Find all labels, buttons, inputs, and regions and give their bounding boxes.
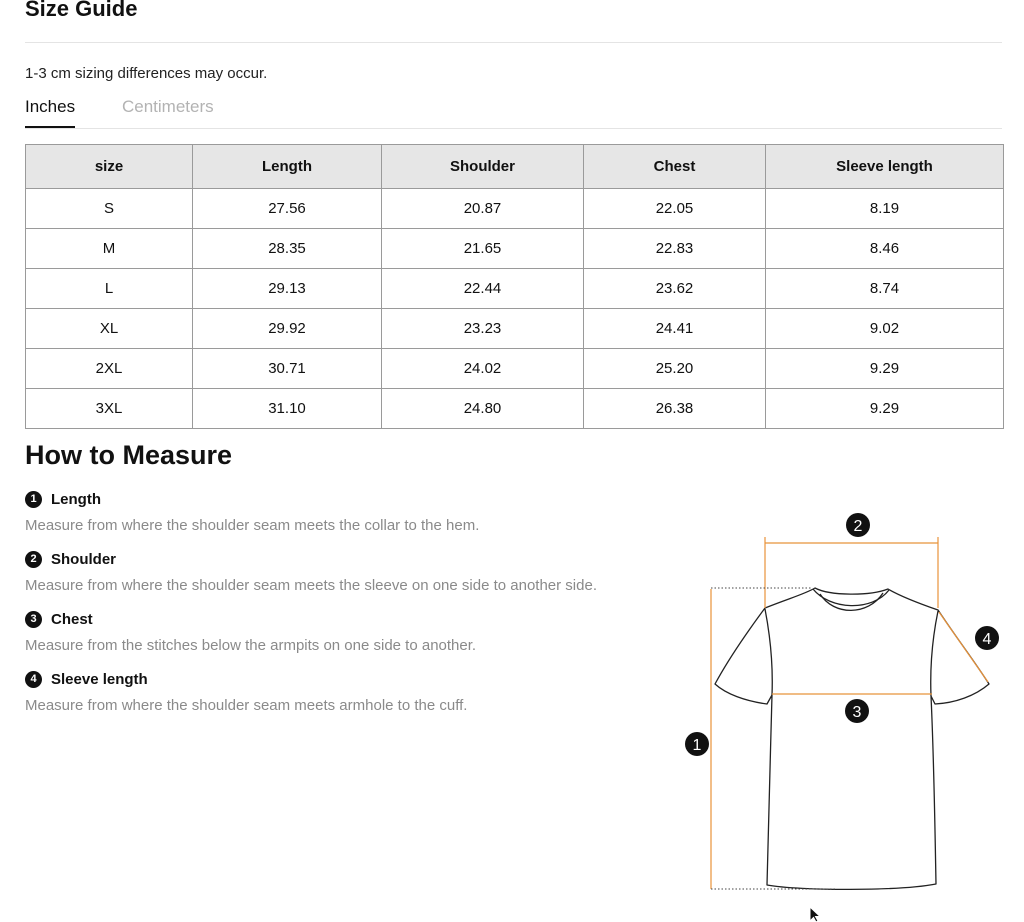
header-sleeve-length: Sleeve length	[766, 145, 1004, 189]
step-number-2: 2	[25, 551, 42, 568]
header-chest: Chest	[584, 145, 766, 189]
step-description: Measure from where the shoulder seam meets the sleeve on one side to another side.	[25, 577, 597, 594]
cell-size: M	[26, 229, 193, 269]
cell-size: L	[26, 269, 193, 309]
sizing-note: 1-3 cm sizing differences may occur.	[25, 65, 268, 82]
how-to-measure-heading: How to Measure	[25, 440, 233, 470]
unit-tabs	[25, 96, 1002, 129]
cell-shoulder: 23.23	[382, 309, 584, 349]
step-shoulder	[25, 548, 665, 608]
cell-shoulder: 21.65	[382, 229, 584, 269]
cell-sleeve-length: 8.46	[766, 229, 1004, 269]
cell-length: 27.56	[193, 189, 382, 229]
table-row	[26, 269, 1004, 309]
svg-text:2: 2	[853, 518, 863, 535]
marker-4	[975, 626, 999, 650]
step-description: Measure from the stitches below the armpits on one side to another.	[25, 637, 477, 654]
cell-chest: 25.20	[584, 349, 766, 389]
cell-chest: 24.41	[584, 309, 766, 349]
table-header-row	[26, 145, 1004, 189]
mouse-pointer-icon	[809, 906, 823, 922]
tab-inches[interactable]: Inches	[25, 96, 75, 128]
step-description: Measure from where the shoulder seam meets armhole to the cuff.	[25, 697, 468, 714]
marker-2	[846, 513, 870, 537]
marker-3	[845, 699, 869, 723]
step-label: Sleeve length	[51, 670, 148, 688]
table-row	[26, 389, 1004, 429]
step-chest	[25, 608, 665, 668]
cell-length: 31.10	[193, 389, 382, 429]
cell-sleeve-length: 8.74	[766, 269, 1004, 309]
step-number-1: 1	[25, 491, 42, 508]
marker-1	[685, 732, 709, 756]
cell-chest: 22.05	[584, 189, 766, 229]
tshirt-outline-icon	[715, 588, 989, 889]
cell-sleeve-length: 9.29	[766, 349, 1004, 389]
table-row	[26, 229, 1004, 269]
table-row	[26, 309, 1004, 349]
step-sleeve-length	[25, 668, 665, 728]
page-title: Size Guide	[25, 0, 138, 21]
tab-centimeters[interactable]: Centimeters	[122, 97, 214, 116]
cell-length: 29.13	[193, 269, 382, 309]
step-number-3: 3	[25, 611, 42, 628]
cell-sleeve-length: 8.19	[766, 189, 1004, 229]
svg-text:4: 4	[982, 631, 992, 648]
cell-shoulder: 20.87	[382, 189, 584, 229]
cell-length: 30.71	[193, 349, 382, 389]
step-label: Shoulder	[51, 550, 117, 568]
svg-text:1: 1	[692, 737, 702, 754]
cell-shoulder: 22.44	[382, 269, 584, 309]
tshirt-measurement-diagram	[675, 505, 1005, 900]
cell-size: XL	[26, 309, 193, 349]
cell-chest: 26.38	[584, 389, 766, 429]
header-length: Length	[193, 145, 382, 189]
header-shoulder: Shoulder	[382, 145, 584, 189]
cell-chest: 22.83	[584, 229, 766, 269]
table-row	[26, 189, 1004, 229]
cell-shoulder: 24.80	[382, 389, 584, 429]
measure-steps	[25, 488, 665, 728]
cell-size: 3XL	[26, 389, 193, 429]
cell-sleeve-length: 9.02	[766, 309, 1004, 349]
cell-length: 29.92	[193, 309, 382, 349]
cell-shoulder: 24.02	[382, 349, 584, 389]
header-size: size	[26, 145, 193, 189]
step-label: Length	[51, 490, 101, 508]
svg-text:3: 3	[852, 704, 862, 721]
cell-length: 28.35	[193, 229, 382, 269]
cell-size: S	[26, 189, 193, 229]
cell-size: 2XL	[26, 349, 193, 389]
title-divider	[25, 42, 1002, 43]
cell-sleeve-length: 9.29	[766, 389, 1004, 429]
table-row	[26, 349, 1004, 389]
step-length	[25, 488, 665, 548]
step-description: Measure from where the shoulder seam meets the collar to the hem.	[25, 517, 480, 534]
step-label: Chest	[51, 610, 93, 628]
cell-chest: 23.62	[584, 269, 766, 309]
guide-lines	[711, 588, 835, 889]
step-number-4: 4	[25, 671, 42, 688]
size-table	[25, 144, 1004, 429]
